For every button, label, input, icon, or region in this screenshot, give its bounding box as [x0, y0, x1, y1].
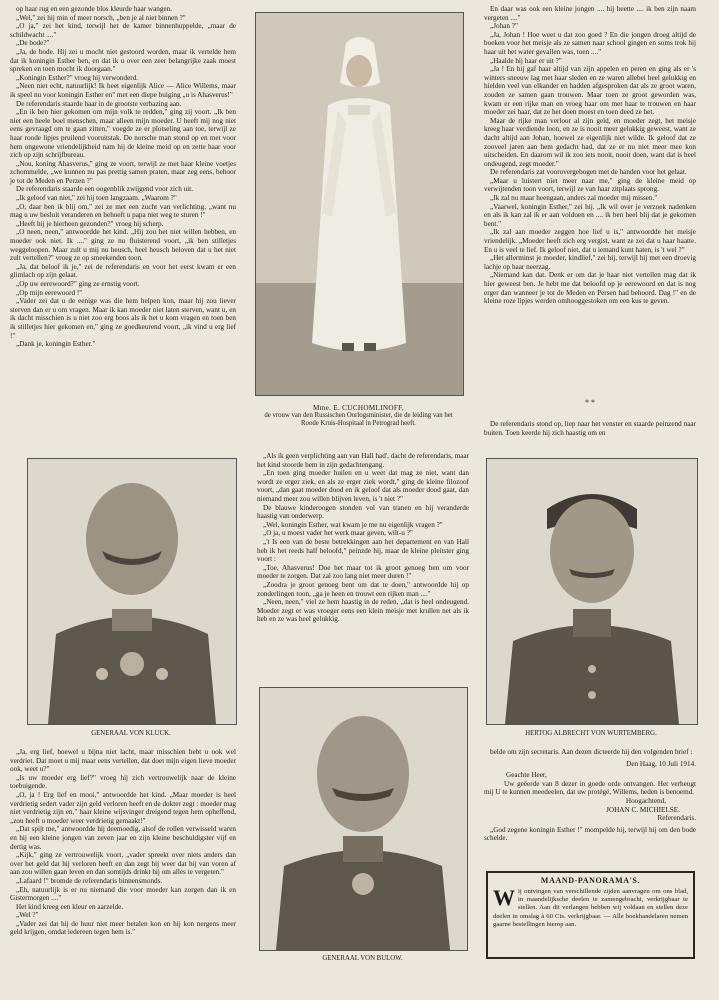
story-paragraph: „Maar u luistert niet meer naar me," ging de kleine meid op verwijtenden toon voort, terwijl ze van haar zitplaats sprong.	[484, 176, 696, 194]
story-column-3-top	[484, 5, 696, 399]
story-paragraph: „Vader zei dat u de eenige was die hem helpen kon, maar hij zou liever sterven dan er u om vragen. Maar ik kan moeder niet laten sterven, want u, en ik dacht misschien is u niet zoo erg boos als ik het u kom vragen en toen ben ik stilletjes hier gekomen en," ging ze goedkeurend voort, „ik vind u erg lief !"	[10, 297, 236, 340]
story-column-1-bottom	[10, 748, 236, 990]
letter-date: Den Haag, 10 Juli 1914.	[626, 759, 696, 768]
story-paragraph: „Kijk," ging ze vertrouwelijk voort, „vader spreekt over niets anders dan over het geld dat hij verloren heeft en dan zegt hij weer dat hij van voren af aan zou willen gaan leven en dan somtijds drinkt hij om alles te vergeten."	[10, 851, 236, 877]
story-paragraph: „Johan ?"	[490, 22, 518, 31]
story-column-2-middle	[257, 452, 469, 682]
story-paragraph: „Ik zal nu maar heengaan, anders zal moeder mij missen."	[490, 194, 658, 203]
story-paragraph: „O, daar ben ik blij om," zei ze met een zucht van verlichting, „want nu mag u uw besluit veranderen en behoeft u papa niet weg te sturen !"	[10, 202, 236, 220]
ad-text-block	[493, 885, 688, 929]
story-paragraph: „Eh, natuurlijk is er nu niemand die voor moeder kan zorgen dan ik en Gistermorgen ...."	[10, 885, 236, 903]
story-paragraph: „Wel, koningin Esther, wat kwam je me nu eigenlijk vragen ?"	[263, 520, 443, 529]
von-kluck-caption: GENERAAL VON KLUCK.	[91, 730, 171, 737]
story-paragraph: „O, ja ! Erg lief en mooi," antwoordde het kind. „Maar moeder is heel verdrietig sedert vader zijn geld verloren heeft en de dokter zegt : moeder mag niet verdrietig zijn en," haar kleine wijsvinger dreigend tegen hem opheffend, „zou heeft u moeder weer verdrietig gemaakt!"	[10, 790, 236, 825]
letter-body: Uw geëerde van 8 dezer in goede orde ontvangen. Het verheugt mij U te kunnen meedeelen, dat uw protégé, Willems, heden is benoemd.	[484, 779, 696, 797]
story-paragraph: belde om zijn secretaris. Aan dezen dicteerde hij den volgenden brief :	[490, 748, 693, 756]
story-paragraph: „Haalde hij haar er uit ?"	[490, 56, 562, 65]
letter-closing: Hoogachtend,	[625, 796, 666, 805]
story-paragraph: „Op uw eerewoord?" ging ze ernstig voort.	[16, 280, 140, 288]
story-ending: „God zegene koningin Esther !" mompelde hij, terwijl hij om den bode schelde.	[484, 825, 696, 843]
story-paragraph: „Dank je, koningin Esther."	[16, 340, 96, 349]
story-paragraph: „'t Is een van de beste betrekkingen aan het departement en van Hall heb ik het reeds half beloofd," peinzde hij, maar de kleine pleitster ging voort :	[257, 537, 469, 564]
story-paragraph: „Nou, koning Ahasverus," ging ze voort, terwijl ze met haar kleine voetjes zchommelde, „we kunnen nu pas prettig samen praten, maar zeg eens, behoor je tot de Meden en Perzen ?"	[10, 159, 236, 185]
story-paragraph: De referendaris zat voorovergebogen met de handen voor het gelaat.	[490, 168, 687, 177]
story-paragraph: En daar was ook een kleine jongen .... hij heette .... ik ben zijn naam vergeten ...."	[484, 5, 696, 22]
story-paragraph: „En toen ging moeder huilen en u weet dat mag ze niet, want dan wordt ze erger ziek, en als ze erger ziek wordt," ging de kleine filozoof voort, „dan gaat moeder dood en ik geloof dat als moeder dood gaat, dan niemand meer zou willen blijven leven, is 't niet ?"	[257, 469, 469, 503]
von-bulow-portrait-photo	[259, 687, 468, 951]
letter-salutation: Geachte Heer,	[506, 771, 547, 780]
story-paragraph: „O neen, neen," antwoordde het kind. „Hij zou het niet willen hebben, en moeder ook niet. Ik ...." ging ze nu fluisterend voort, „ik ben stilletjes weggeloopen. Maar zult u mij nu heusch, heel heusch beloven dat u het niet zult vertellen?" vroeg ze op smeekenden toon.	[10, 228, 236, 263]
von-kluck-portrait-photo	[27, 458, 237, 725]
story-paragraph: „Als ik geen verplichting aan van Hall had', dacht de referendaris, maar het kind stoorde hem in zijn gedachtengang.	[257, 452, 469, 469]
story-paragraph: „Ik geloof van niet," zei hij toen langzaam. „Waarom ?"	[16, 194, 177, 203]
wurtemberg-portrait-photo	[486, 458, 698, 725]
story-column-3-continued	[484, 420, 696, 440]
letter-title: Referendaris.	[657, 814, 696, 823]
maand-panorama-advertisement	[486, 871, 695, 959]
story-paragraph: „Neen, neen," viel ze hem haastig in de reden, „dat is heel ondeugend. Moeder zegt er was vroeger eens een klein meisje met krullen net als ik heb en ze was heel gelukkig.	[257, 598, 469, 624]
story-paragraph: De referendaris staarde haar in de grootste verbazing aan.	[16, 99, 182, 108]
story-paragraph: „Neen niet echt, natuurlijk! Ik heet eigenlijk Alice — Alice Willems, maar ik speel nu voor koningin Esther en" met een diepe buiging „u is Ahasverus!"	[10, 82, 236, 99]
story-paragraph: „Dat spijt me," antwoordde hij deemoedig, alsof de rollen verwisseld waren en hij een kleine jongen van zeven jaar en zijn kleine beschuldigster vijf en dertig was.	[10, 825, 236, 851]
story-paragraph: „Vader zei dat hij de huur niet meer betalen kon en hij kon nergens meer geld krijgen, omdat iedereen tegen hem is."	[10, 919, 236, 937]
story-paragraph: Het kind kreeg een kleur en aarzelde.	[16, 902, 124, 911]
story-paragraph: „Ik zal aan moeder zeggen hoe lief u is," antwoordde het meisje vriendelijk. „Moeder heeft zich erg vergist, want ze zei dat u haar haatte. En u is veel te lief. Ik geloof niet, dat u iemand kunt haten, is 't wel ?"	[484, 228, 696, 254]
nurse-caption-name: Mme. E. CUCHOMLINOFF,	[313, 404, 404, 412]
story-paragraph: „Niemand kan dat. Denk er om dat je haar niet vertellen mag dat ik hier geweest ben. Je hebt me dat beloofd op je eerewoord en dat is nog erger dan wanneer je tot de Meden en Persen had behoord. Dag !" en de kleine roze lipjes werden omhooggestoken om een kus te geven.	[484, 271, 696, 306]
nurse-caption	[255, 404, 462, 438]
story-paragraph: „O ja," zei het kind, terwijl het de kamer binnenhuppelde, „maar de schildwacht ...."	[10, 22, 236, 39]
nurse-caption-description: de vrouw van den Russischen Oorlogsminister, die de leiding van het Roode Kruis-Hospitaal in Petrograd heeft.	[264, 412, 453, 427]
story-column-3-bottom	[484, 748, 696, 866]
von-bulow-figure-image	[260, 688, 467, 950]
story-paragraph: De referendaris stond op, liep naar het venster en staarde peinzend naar buiten. Toen keerde hij zich haastig om en	[484, 420, 696, 437]
story-paragraph: „Ja, de bode. Hij zei u mocht niet gestoord worden, maar ik vertelde hem dat ik koningin Esther ben, en dat ik u over een zeer belangrijke zaak moest spreken en toen mocht ik doorgaan."	[10, 47, 236, 74]
story-paragraph: De referendaris staarde een oogenblik zwijgend voor zich uit.	[16, 185, 194, 194]
story-paragraph: De blauwe kinderoogen stonden vol van tranen en hij veranderde haastig van onderwerp.	[257, 503, 469, 521]
story-paragraph: „Ja ! En hij gaf haar altijd van zijn appelen en peren en ging als er 's winters sneeuw lag met haar sleden en ze waren allebei heel gelukkig en hielden veel van elkander en hadden afgesproken dat als ze groot waren, zouden ze samen gaan trouwen. Maar toen ze groot geworden was, kwam er een rijke man en vroeg haar om met haar te trouwen en haar moeder zei haar, dat ze het doen moest en toen deed ze het.	[484, 65, 696, 117]
story-paragraph: „Ja, dat beloof ik je," zei de referendaris en voor het eerst kwam er een glimlach op zijn gelaat.	[10, 262, 236, 280]
story-paragraph: Maar de rijke man verloor al zijn geld, en moeder zegt, het meisje kreeg haar verdiende loon, en ze is nooit meer gelukkig geweest, want ze dacht altijd aan Johan, hoewel ze eigenlijk niet wilde. Ik geloof dat ze zooveel jaren aan hem gedacht had, dat ze er nu niet meer mee kon uitscheiden. En daarom wil ik zoo iets nooit, nooit doen, want dat is heel ondeugend, zegt moeder."	[484, 116, 696, 168]
wurtemberg-caption: HERTOG ALBRECHT VON WURTEMBERG.	[525, 730, 657, 737]
story-paragraph: „Wel ?"	[16, 911, 39, 920]
story-paragraph: „O ja, u moest vader het werk maar geven, wilt-u ?"	[263, 529, 413, 538]
story-paragraph: „Op mijn eerewoord !"	[16, 288, 83, 297]
story-paragraph: op haar rug en een gezonde blos kleurde haar wangen.	[16, 5, 173, 13]
ad-title: MAAND-PANORAMA'S.	[540, 876, 641, 885]
story-paragraph: „Wel," zei hij min of meer norsch, „ben je al niet binnen ?"	[16, 13, 186, 22]
von-bulow-caption: GENERAAL VON BÜLOW.	[322, 955, 403, 962]
ad-body: ij ontvingen van verschillende zijden aanvragen om ons blad, in maandelijksche deelen te zamengebracht, verkrijgbaar te stellen. Aan dit verlangen hebben wij voldaan en stellen deze deelen in omslag à 60 Cts. verkrijgbaar. — Alle boekhandelaren nemen gaarne bestellingen hierop aan.	[493, 888, 688, 928]
von-kluck-figure-image	[28, 459, 236, 724]
story-paragraph: „Toe, Ahasverus! Doe het maar tot ik groot genoeg ben om voor moeder te zorgen. Dat zal zoo lang niet meer duren !"	[257, 563, 469, 581]
story-paragraph: „Koningin Esther?" vroeg hij verwonderd.	[16, 73, 139, 82]
wurtemberg-figure-image	[487, 459, 697, 724]
nurse-portrait-photo	[255, 12, 464, 396]
story-paragraph: „Ja, Johan ! Hoe weet u dat zoo goed ? En die jongen droeg altijd de boeken voor het meisje als ze samen naar school gingen en soms trok hij haar uit het water gevallen was, toen ...."	[484, 30, 696, 56]
story-column-1-top	[10, 5, 236, 447]
story-paragraph: „Heeft hij je hierheen gezonden?" vroeg hij scherp.	[16, 219, 164, 228]
letter-signer: JOHAN C. MICHIELSE.	[606, 805, 680, 814]
story-paragraph: „En ik ben hier gekomen om mijn volk te redden," ging zij voort. „Ik ben niet een heele boel menschen, maar alleen mijn moeder. U heeft mij nog niet eens gevraagd om te gaan zitten," voegde ze er plotseling aan toe, terwijl ze haar roode lipjes pruilend vooruitstak. De norsche man stond op en met voor hem ongewone vriendelijkheid nam hij de kleine meid op en zette haar voor zich op zijn schrijfbureau.	[10, 108, 236, 160]
story-paragraph: „De bode?"	[16, 39, 50, 48]
ad-dropcap: W	[493, 885, 515, 910]
nurse-figure-image	[256, 13, 463, 395]
story-paragraph: „Zoodra je groot genoeg bent om dat te doen," antwoordde hij op zonderlingen toon, „ga je heen en trouwt een rijken man ...."	[257, 580, 469, 598]
story-paragraph: „Vaarwel, koningin Esther," zei hij. „Ik wil over je verzoek nadenken en als ik kan zal ik er aan voldoen en .... ik ben heel blij dat je gekomen bent."	[484, 202, 696, 228]
story-paragraph: „Is uw moeder erg lief?" vroeg hij zich vertrouwelijk naar de kleine toebuigende.	[10, 773, 236, 791]
section-separator: * *	[585, 398, 595, 407]
story-paragraph: „Het allerminst je moeder, kindlief," zei hij, terwijl hij met een droevig lachje op haar neerzag.	[484, 254, 696, 271]
story-paragraph: „Ja, erg lief, hoewel u bijna niet lacht, maar misschien hebt u ook wel verdriet. Dat moet u mij maar eens vertellen, dat doet mijn eigen lieve moeder ook, weet u?"	[10, 748, 236, 774]
story-paragraph: „Lafaard !" bromde de referendaris binnensmonds.	[16, 876, 163, 885]
